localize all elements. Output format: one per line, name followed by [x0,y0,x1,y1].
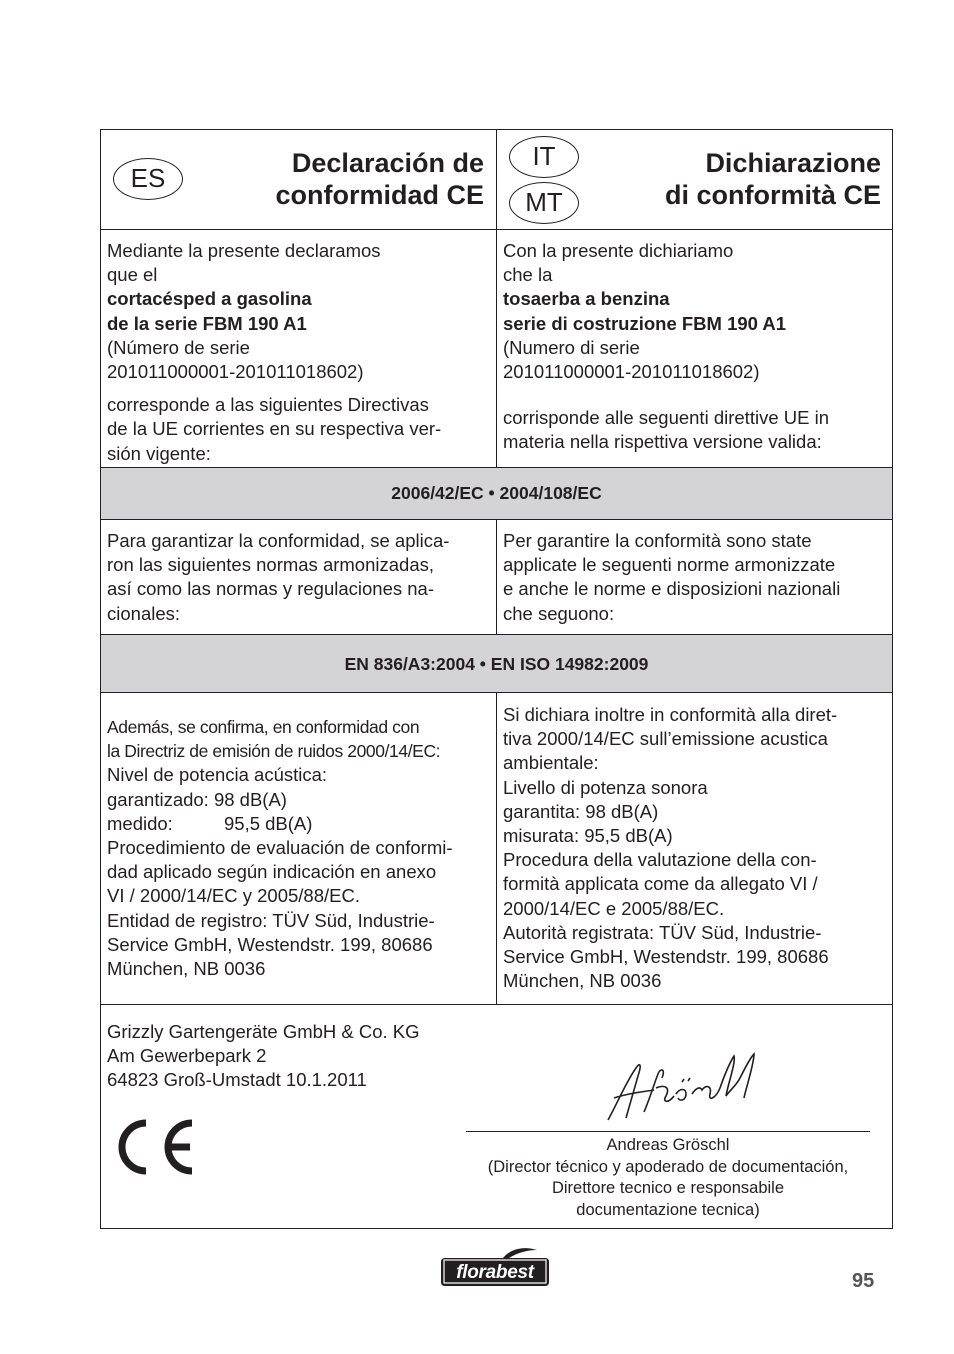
it-measured-level: misurata: 95,5 dB(A) [503,825,673,847]
it-noise-line: tiva 2000/14/EC sull’emissione acustica [503,728,828,750]
es-norms-line: así como las normas y regulaciones na- [107,578,434,600]
es-noise-line: dad aplicado según indicación en anexo [107,861,437,883]
it-norms-line: applicate le seguenti norme armonizzate [503,554,836,576]
es-directives-line: de la UE corrientes en su respectiva ver- [107,418,442,440]
signer-role: Direttore tecnico e responsabile [551,1179,785,1197]
company-street: Am Gewerbepark 2 [107,1045,267,1067]
signer-role: documentazione tecnica) [576,1200,760,1219]
it-noise-line: ambientale: [503,752,599,774]
it-noise-line: München, NB 0036 [503,970,662,992]
signature-icon [596,1048,766,1128]
mt-language-badge: MT [509,182,579,224]
it-title-line2: di conformità CE [664,180,881,210]
it-noise-line: Si dichiara inoltre in conformità alla diret- [503,704,838,725]
es-norms-line: ron las siguientes normas armonizadas, [107,554,434,576]
es-norms-line: cionales: [107,602,181,624]
es-title-line2: conformidad CE [275,180,484,210]
it-directives-line: corrisponde alle seguenti direttive UE in [503,407,829,429]
es-noise-line: München, NB 0036 [107,958,266,980]
es-title-line1: Declaración de [291,148,484,178]
es-measured-value: 95,5 dB(A) [224,812,313,834]
signer-block [466,1132,870,1221]
column-divider [496,130,497,468]
it-guaranteed-level: garantita: 98 dB(A) [503,800,659,822]
standards-text: EN 836/A3:2004 • EN ISO 14982:2009 [344,654,649,674]
it-norms-line: e anche le norme e disposizioni nazionali [503,578,841,600]
company-city-date: 64823 Groß-Umstadt 10.1.2011 [107,1069,367,1091]
it-norms-cell [503,529,888,626]
signer-role: (Director técnico y apoderado de documentación, [487,1157,849,1176]
it-directives-line: materia nella rispettiva versione valida: [503,431,822,453]
es-noise-line: Además, se confirma, en conformidad con [107,717,420,737]
directives-band [101,468,892,519]
company-address [107,1020,487,1093]
it-intro-line: Con la presente dichiariamo [503,240,734,261]
it-noise-line: Autorità registrata: TÜV Süd, Industrie- [503,921,822,943]
es-intro-line: Mediante la presente declaramos [107,240,381,261]
page-number: 95 [852,1270,875,1292]
it-noise-line: Livello di potenza sonora [503,776,708,798]
es-noise-line: la Directriz de emisión de ruidos 2000/14/EC: [107,741,441,762]
es-intro-line: que el [107,264,158,286]
es-noise-line: Entidad de registro: TÜV Süd, Industrie- [107,909,435,931]
column-divider [496,692,497,1005]
signer-name: Andreas Gröschl [606,1136,730,1154]
es-serial-label: (Número de serie [107,336,250,358]
it-serial-label: (Numero di serie [503,336,640,358]
it-language-badge: IT [509,136,579,178]
es-intro-cell [107,239,492,466]
es-noise-line: Procedimiento de evaluación de conformi- [107,837,453,859]
es-noise-line: Nivel de potencia acústica: [107,764,328,786]
it-title [600,147,881,211]
es-language-badge: ES [113,158,183,200]
it-product-name: tosaerba a benzina [503,288,670,310]
es-measured-label: medido: [107,812,173,834]
es-norms-line: Para garantizar la conformidad, se aplica- [107,530,450,551]
it-noise-line: Procedura della valutazione della con- [503,849,817,871]
it-intro-line: che la [503,264,553,286]
standards-band [101,635,892,692]
es-noise-line: VI / 2000/14/EC y 2005/88/EC. [107,885,360,907]
es-directives-line: sión vigente: [107,442,211,464]
es-noise-cell [107,715,495,981]
it-intro-cell [503,239,888,455]
column-divider [496,519,497,635]
it-noise-line: Service GmbH, Westendstr. 199, 80686 [503,946,829,968]
it-serial-range: 201011000001-201011018602) [503,361,760,383]
es-product-name: cortacésped a gasolina [107,288,312,310]
es-norms-cell [107,529,492,626]
it-noise-line: 2000/14/EC e 2005/88/EC. [503,897,725,919]
florabest-logo [439,1246,551,1288]
es-directives-line: corresponde a las siguientes Directivas [107,394,429,416]
es-title [220,147,484,211]
es-noise-line: Service GmbH, Westendstr. 199, 80686 [107,933,433,955]
it-title-line1: Dichiarazione [705,148,881,178]
it-product-series: serie di costruzione FBM 190 A1 [503,312,787,334]
es-measured-level [107,812,495,836]
it-noise-line: formità applicata come da allegato VI / [503,873,818,895]
es-serial-range: 201011000001-201011018602) [107,361,364,383]
company-name: Grizzly Gartengeräte GmbH & Co. KG [107,1021,420,1042]
es-guaranteed-level: garantizado: 98 dB(A) [107,788,287,810]
it-noise-cell [503,703,888,993]
it-norms-line: che seguono: [503,602,615,624]
it-norms-line: Per garantire la conformità sono state [503,530,812,551]
es-product-series: de la serie FBM 190 A1 [107,312,307,334]
ce-mark-icon [112,1116,198,1178]
logo-text: florabest [456,1262,534,1283]
directives-text: 2006/42/EC • 2004/108/EC [391,483,602,503]
